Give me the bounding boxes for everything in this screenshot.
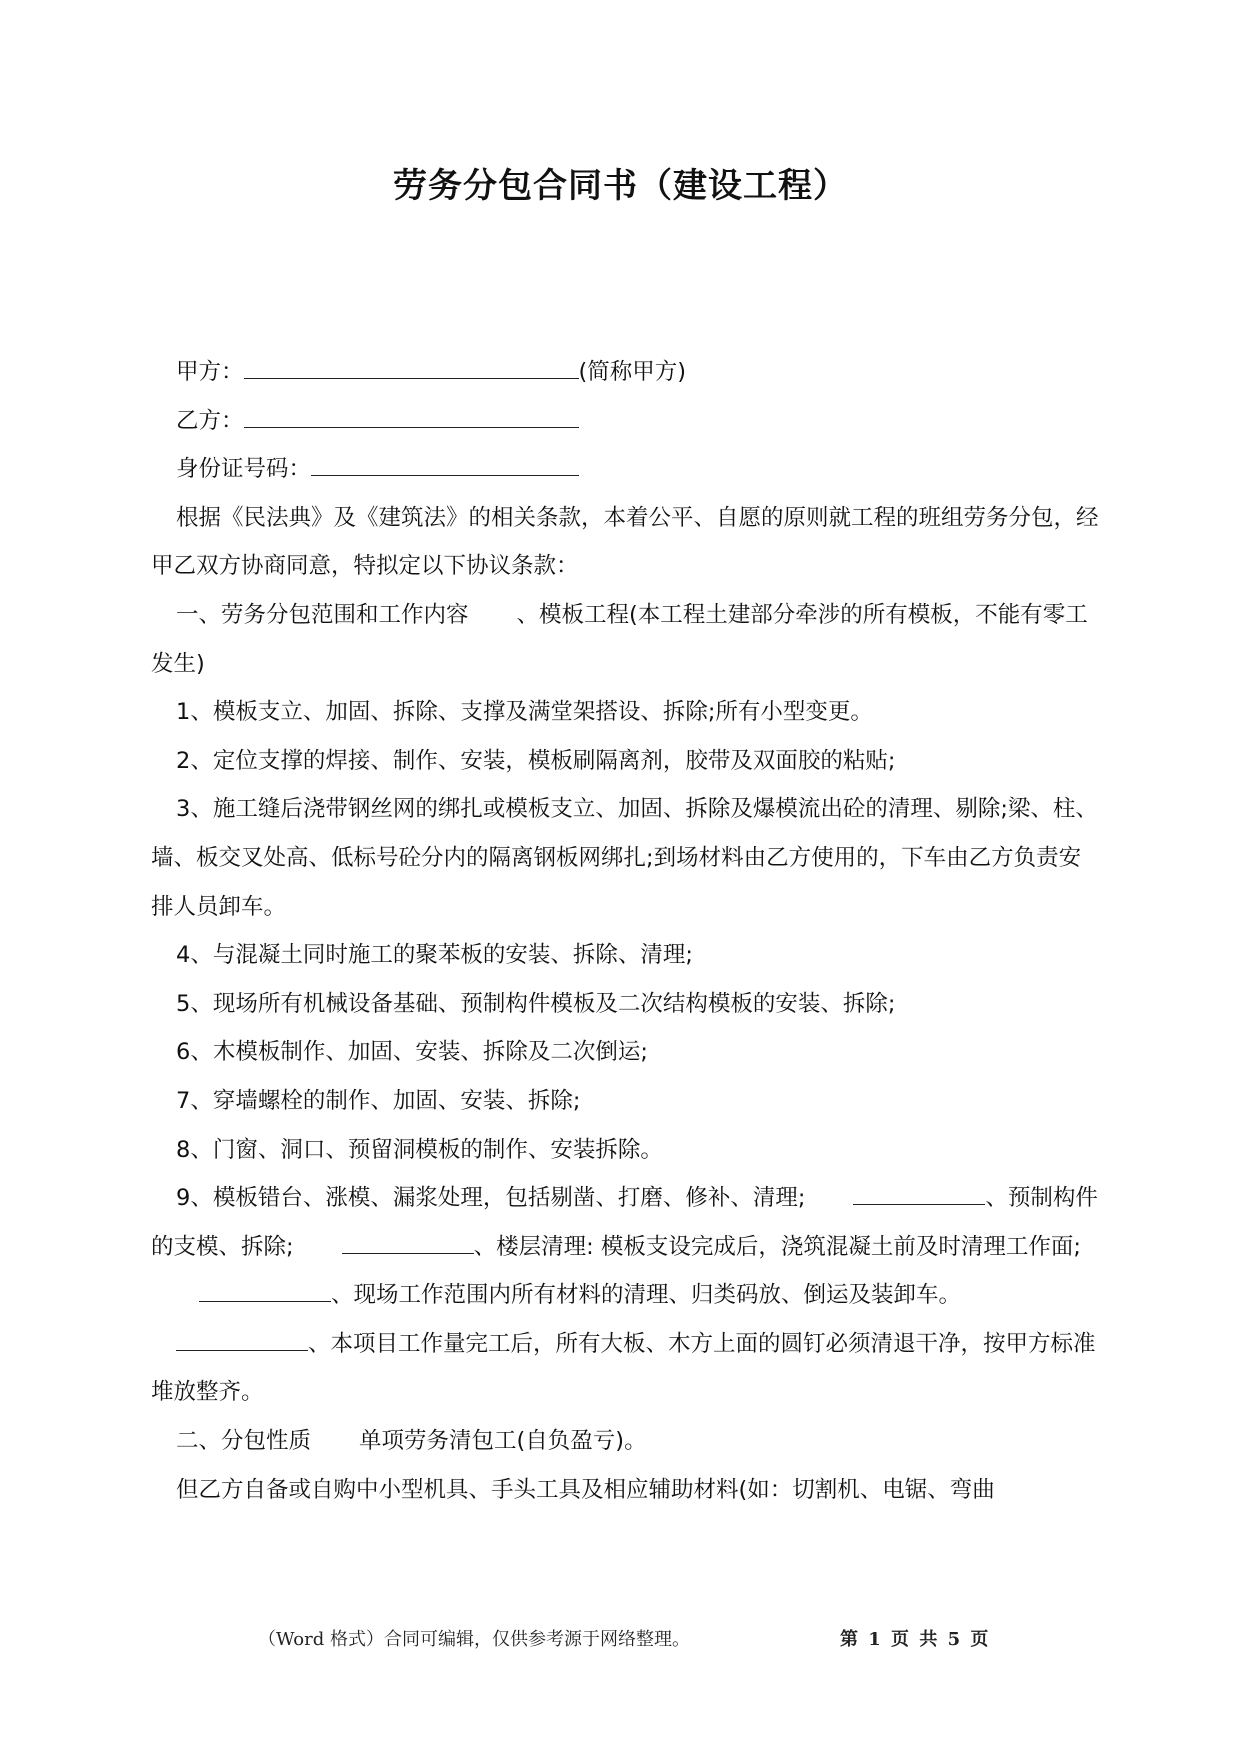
party-a-label: 甲方： — [176, 359, 244, 385]
party-b-field[interactable] — [244, 405, 579, 428]
party-a-suffix: (简称甲方) — [578, 359, 687, 385]
section1-text: 、模板工程(本工程土建部分牵涉的所有模板，不能有零工发生) — [151, 601, 1088, 677]
section2-heading: 二、分包性质 — [176, 1428, 312, 1455]
item-3: 3、施工缝后浇带钢丝网的绑扎或模板支立、加固、拆除及爆模流出砼的清理、剔除;梁、柱、墙、板交叉处高、低标号砼分内的隔离钢板网绑扎;到场材料由乙方使用的，下车由乙方负责安排人员卸车。 — [151, 796, 1098, 920]
item-5: 5、现场所有机械设备基础、预制构件模板及二次结构模板的安装、拆除; — [176, 990, 896, 1017]
item-1: 1、模板支立、加固、拆除、支撑及满堂架搭设、拆除;所有小型变更。 — [176, 699, 873, 726]
item-9-part1: 9、模板错台、涨模、漏浆处理，包括剔凿、打磨、修补、清理; — [176, 1185, 806, 1212]
item-8: 8、门窗、洞口、预留洞模板的制作、安装拆除。 — [176, 1136, 663, 1163]
party-a-line — [151, 348, 1101, 397]
document-title: 劳务分包合同书（建设工程） — [393, 166, 848, 206]
item-9-part4: 、现场工作范围内所有材料的清理、归类码放、倒运及装卸车。 — [331, 1282, 962, 1309]
item-7: 7、穿墙螺栓的制作、加固、安装、拆除; — [176, 1087, 581, 1114]
section2-continuation: 但乙方自备或自购中小型机具、手头工具及相应辅助材料(如：切割机、电锯、弯曲 — [176, 1476, 995, 1503]
blank-line[interactable] — [199, 1279, 331, 1302]
blank-line[interactable] — [853, 1182, 985, 1205]
id-number-field[interactable] — [311, 453, 579, 476]
id-number-line — [151, 445, 1101, 494]
item-9-part3: 、楼层清理: 模板支设完成后，浇筑混凝土前及时清理工作面; — [473, 1233, 1081, 1260]
item-10-text: 、本项目工作量完工后，所有大板、木方上面的圆钉必须清退干净，按甲方标准堆放整齐。 — [151, 1330, 1096, 1406]
blank-line[interactable] — [176, 1328, 308, 1351]
document-body — [151, 348, 1101, 1514]
section2-text: 单项劳务清包工(自负盈亏)。 — [359, 1428, 647, 1455]
item-9-part2: 、预制构件的支模、拆除; — [151, 1185, 1098, 1260]
section1-heading: 一、劳务分包范围和工作内容 — [176, 601, 469, 628]
intro-paragraph: 根据《民法典》及《建筑法》的相关条款，本着公平、自愿的原则就工程的班组劳务分包，经甲乙双方协商同意，特拟定以下协议条款： — [151, 504, 1099, 580]
item-4: 4、与混凝土同时施工的聚苯板的安装、拆除、清理; — [176, 942, 693, 969]
item-9 — [151, 1174, 1101, 1320]
item-10 — [151, 1320, 1101, 1417]
item-6: 6、木模板制作、加固、安装、拆除及二次倒运; — [176, 1039, 648, 1066]
id-number-label: 身份证号码： — [176, 456, 312, 483]
blank-line[interactable] — [342, 1231, 474, 1254]
party-b-line — [151, 397, 1101, 446]
section2-paragraph — [151, 1417, 1101, 1466]
page-number: 第 1 页 共 5 页 — [840, 1629, 991, 1650]
footer-note: （Word 格式）合同可编辑，仅供参考源于网络整理。 — [258, 1629, 690, 1650]
section1-paragraph — [151, 591, 1101, 688]
party-b-label: 乙方： — [176, 407, 244, 434]
party-a-field[interactable] — [244, 356, 579, 379]
item-2: 2、定位支撑的焊接、制作、安装，模板刷隔离剂，胶带及双面胶的粘贴; — [176, 747, 896, 774]
